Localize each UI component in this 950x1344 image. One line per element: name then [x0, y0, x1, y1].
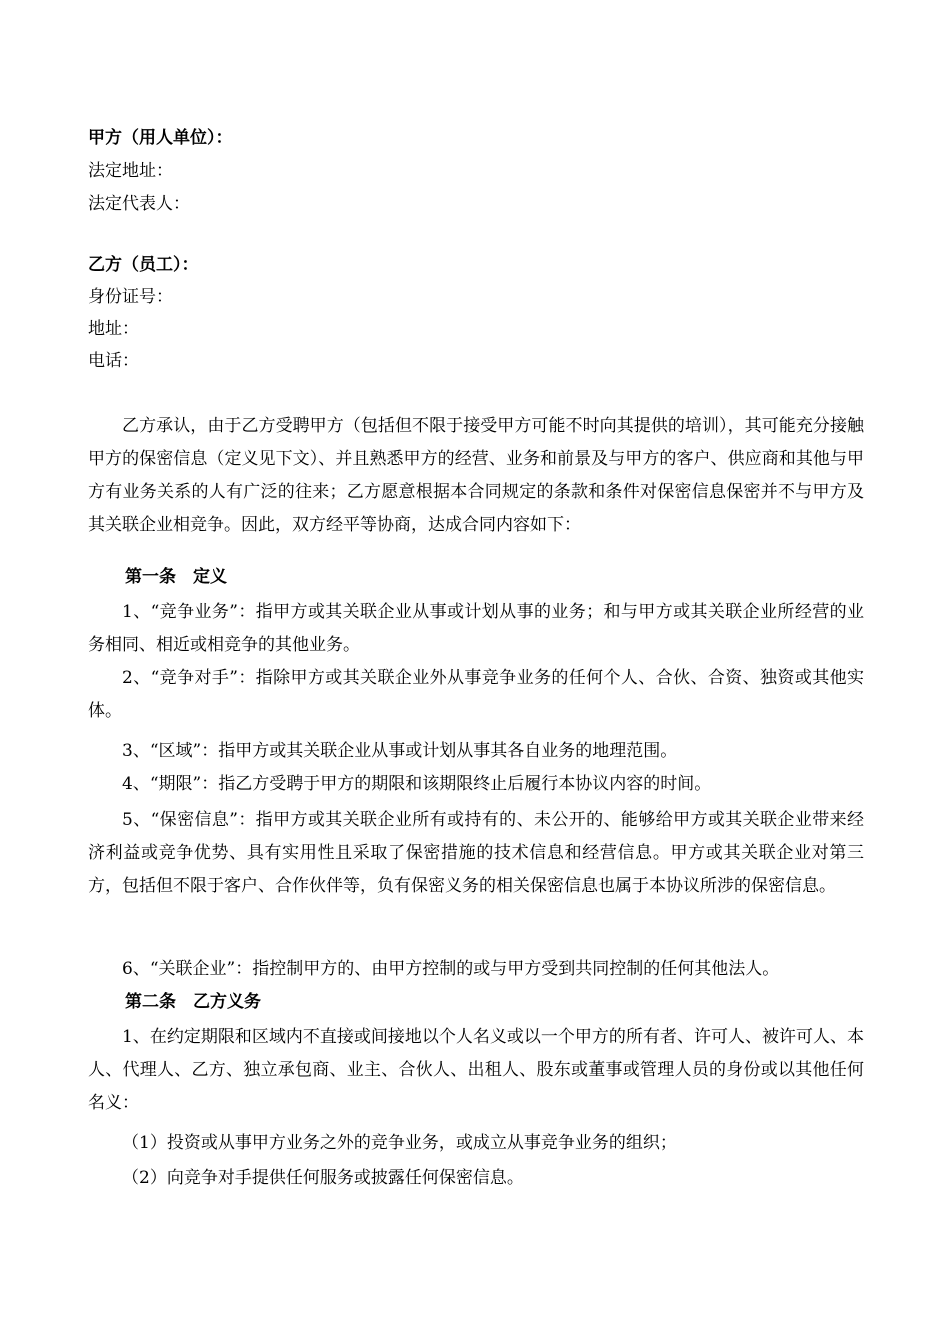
party-a-rep-label: 法定代表人：	[88, 194, 190, 214]
article1-item-2: 2、“竞争对手”：指除甲方或其关联企业外从事竞争业务的任何个人、合伙、合资、独资或其他实体。	[88, 668, 864, 721]
article2-heading: 第二条 乙方义务	[125, 992, 261, 1012]
article1-item-4: 4、“期限”：指乙方受聘于甲方的期限和该期限终止后履行本协议内容的时间。	[122, 774, 712, 794]
party-b-id-label: 身份证号：	[88, 287, 173, 307]
preamble-text: 乙方承认，由于乙方受聘甲方（包括但不限于接受甲方可能不时向其提供的培训），其可能充分接触甲方的保密信息（定义见下文）、并且熟悉甲方的经营、业务和前景及与甲方的客户、供应商和其他与甲方有业务关系的人有广泛的往来；乙方愿意根据本合同规定的条款和条件对保密信息保密并不与甲方及其关联企业相竞争。因此，双方经平等协商，达成合同内容如下：	[88, 416, 864, 535]
party-b-address-label: 地址：	[88, 319, 139, 339]
article2-intro: 1、在约定期限和区域内不直接或间接地以个人名义或以一个甲方的所有者、许可人、被许可人、本人、代理人、乙方、独立承包商、业主、合伙人、出租人、股东或董事或管理人员的身份或以其他任何名义：	[88, 1027, 864, 1113]
party-b-phone-label: 电话：	[88, 351, 139, 371]
party-a-heading: 甲方（用人单位）：	[88, 128, 233, 148]
article2-sub-item-2: （2）向竞争对手提供任何服务或披露任何保密信息。	[122, 1168, 524, 1188]
party-b-heading: 乙方（员工）：	[88, 255, 199, 275]
article1-item-6: 6、“关联企业”：指控制甲方的、由甲方控制的或与甲方受到共同控制的任何其他法人。	[122, 959, 780, 979]
article2-sub-item-1: （1）投资或从事甲方业务之外的竞争业务，或成立从事竞争业务的组织；	[122, 1133, 677, 1153]
article1-item-3: 3、“区域”：指甲方或其关联企业从事或计划从事其各自业务的地理范围。	[122, 741, 678, 761]
article1-heading: 第一条 定义	[125, 567, 227, 587]
article1-item-1: 1、“竞争业务”：指甲方或其关联企业从事或计划从事的业务；和与甲方或其关联企业所经营的业务相同、相近或相竞争的其他业务。	[88, 602, 864, 655]
party-a-address-label: 法定地址：	[88, 161, 173, 181]
preamble-paragraph	[88, 410, 864, 542]
article1-item-5: 5、“保密信息”：指甲方或其关联企业所有或持有的、未公开的、能够给甲方或其关联企业带来经济利益或竞争优势、具有实用性且采取了保密措施的技术信息和经营信息。甲方或其关联企业对第三方，包括但不限于客户、合作伙伴等，负有保密义务的相关保密信息也属于本协议所涉的保密信息。	[88, 810, 864, 896]
